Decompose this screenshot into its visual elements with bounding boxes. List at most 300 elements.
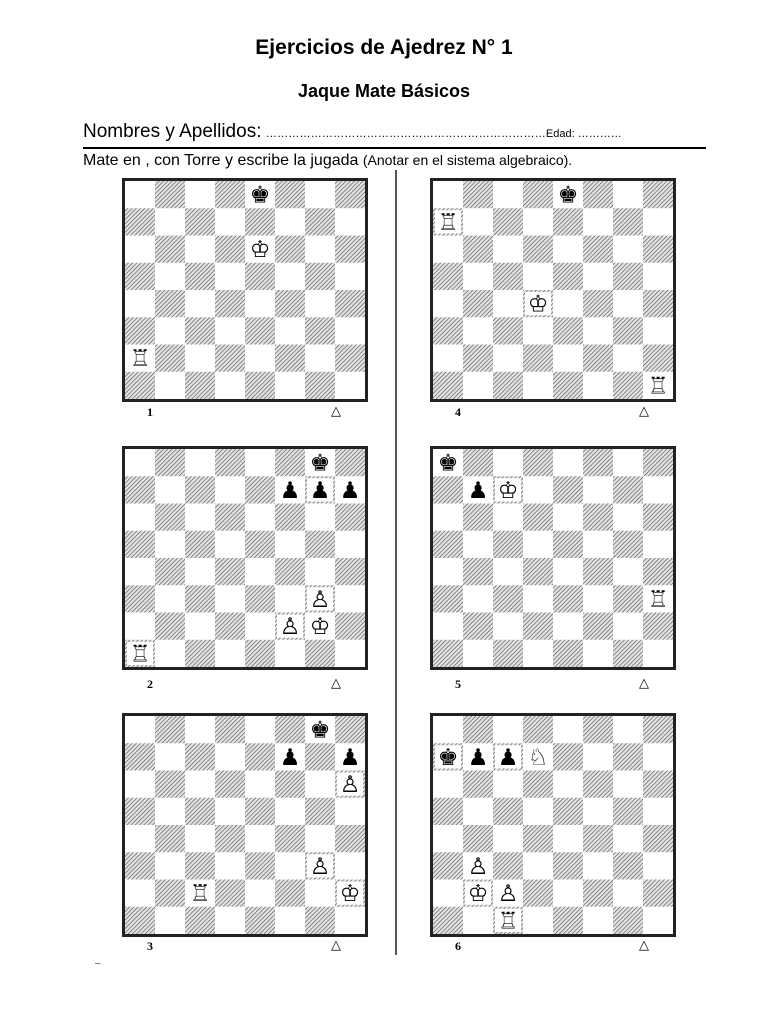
light-square <box>335 907 365 934</box>
dark-square <box>185 852 216 880</box>
light-square <box>583 208 614 236</box>
light-square <box>553 558 584 586</box>
black-king-icon: ♚ <box>557 182 579 209</box>
light-square <box>215 798 246 826</box>
light-square <box>523 208 554 236</box>
dark-square <box>463 345 494 373</box>
light-square <box>245 290 276 318</box>
dark-square <box>523 449 554 477</box>
light-square <box>215 907 246 934</box>
dark-square <box>493 640 524 667</box>
light-square <box>245 504 276 532</box>
light-square <box>463 208 494 236</box>
dark-square <box>433 317 464 345</box>
light-square <box>433 236 464 264</box>
white-rook-icon: ♖ <box>647 586 669 613</box>
light-square <box>553 449 584 477</box>
dark-square <box>583 716 614 744</box>
light-square <box>185 716 216 744</box>
dark-square <box>643 290 673 318</box>
dark-square <box>553 585 584 613</box>
dark-square <box>553 531 584 559</box>
black-pawn-icon: ♟ <box>339 744 361 771</box>
dark-square <box>275 558 306 586</box>
light-square <box>493 236 524 264</box>
white-pawn-icon: ♙ <box>497 881 519 908</box>
light-square <box>433 825 464 853</box>
light-square <box>125 716 156 744</box>
light-square <box>245 558 276 586</box>
dark-square <box>215 880 246 908</box>
dark-square <box>275 449 306 477</box>
dark-square <box>463 290 494 318</box>
black-pawn-icon: ♟ <box>497 744 519 771</box>
black-pawn-icon: ♟ <box>309 477 331 504</box>
dark-square <box>275 181 306 209</box>
dark-square <box>275 345 306 373</box>
light-square <box>125 504 156 532</box>
dark-square <box>583 613 614 641</box>
triangle-icon: △ <box>331 676 341 691</box>
diagram-number: 2 <box>147 677 153 691</box>
light-square <box>335 317 365 345</box>
light-square <box>433 880 464 908</box>
diagram-number: 4 <box>455 405 461 419</box>
white-pawn-icon: ♙ <box>309 586 331 613</box>
light-square <box>185 290 216 318</box>
light-square <box>305 825 336 853</box>
dark-square <box>245 798 276 826</box>
light-square <box>305 880 336 908</box>
light-square <box>215 476 246 504</box>
light-square <box>185 504 216 532</box>
dark-square <box>215 504 246 532</box>
light-square <box>305 236 336 264</box>
chess-board-1 <box>122 178 368 402</box>
light-square <box>275 208 306 236</box>
dark-square <box>155 613 186 641</box>
dark-square <box>185 531 216 559</box>
dark-square <box>185 585 216 613</box>
light-square <box>523 372 554 399</box>
black-pawn-icon: ♟ <box>279 477 301 504</box>
light-square <box>125 181 156 209</box>
light-square <box>613 716 644 744</box>
dark-square <box>305 372 336 399</box>
dark-square <box>493 852 524 880</box>
white-knight-icon: ♘ <box>527 744 549 771</box>
dark-square <box>433 798 464 826</box>
light-square <box>493 771 524 799</box>
dark-square <box>493 317 524 345</box>
white-king-icon: ♔ <box>249 237 271 264</box>
light-square <box>155 585 186 613</box>
light-square <box>245 345 276 373</box>
light-square <box>643 476 673 504</box>
dark-square <box>305 743 336 771</box>
dark-square <box>613 907 644 934</box>
dark-square <box>613 372 644 399</box>
light-square <box>613 880 644 908</box>
light-square <box>493 716 524 744</box>
dark-square <box>553 263 584 291</box>
dark-square <box>643 449 673 477</box>
light-square <box>493 504 524 532</box>
name-field[interactable]: ………………………………………………………………… <box>265 128 546 140</box>
dark-square <box>305 907 336 934</box>
light-square <box>305 558 336 586</box>
dark-square <box>185 208 216 236</box>
dark-square <box>305 640 336 667</box>
light-square <box>553 716 584 744</box>
white-rook-icon: ♖ <box>189 881 211 908</box>
light-square <box>583 743 614 771</box>
dark-square <box>125 743 156 771</box>
dark-square <box>125 476 156 504</box>
page-subtitle: Jaque Mate Básicos <box>297 81 471 101</box>
light-square <box>125 558 156 586</box>
light-square <box>643 852 673 880</box>
board-diagram-2 <box>125 449 365 667</box>
black-king-icon: ♚ <box>437 450 459 477</box>
light-square <box>583 476 614 504</box>
dark-square <box>613 798 644 826</box>
dark-square <box>433 476 464 504</box>
light-square <box>433 345 464 373</box>
dark-square <box>125 852 156 880</box>
white-pawn-icon: ♙ <box>279 614 301 641</box>
dark-square <box>613 317 644 345</box>
light-square <box>155 852 186 880</box>
light-square <box>553 236 584 264</box>
light-square <box>613 236 644 264</box>
dark-square <box>643 880 673 908</box>
light-square <box>613 613 644 641</box>
light-square <box>553 345 584 373</box>
dark-square <box>275 771 306 799</box>
dark-square <box>523 236 554 264</box>
light-square <box>185 558 216 586</box>
dark-square <box>155 771 186 799</box>
light-square <box>155 907 186 934</box>
light-square <box>583 852 614 880</box>
white-rook-icon: ♖ <box>129 346 151 373</box>
light-square <box>305 290 336 318</box>
light-square <box>493 181 524 209</box>
dark-square <box>463 825 494 853</box>
white-rook-icon: ♖ <box>647 373 669 399</box>
dark-square <box>125 798 156 826</box>
dark-square <box>125 531 156 559</box>
dark-square <box>433 852 464 880</box>
light-square <box>493 345 524 373</box>
light-square <box>523 476 554 504</box>
light-square <box>463 263 494 291</box>
name-row[interactable] <box>83 121 706 149</box>
dark-square <box>245 531 276 559</box>
light-square <box>335 640 365 667</box>
dark-square <box>523 558 554 586</box>
dark-square <box>643 345 673 373</box>
light-square <box>553 771 584 799</box>
triangle-icon: △ <box>331 404 341 419</box>
dark-square <box>215 345 246 373</box>
dark-square <box>523 880 554 908</box>
light-square <box>215 743 246 771</box>
white-king-icon: ♔ <box>309 614 331 641</box>
chess-board-2 <box>122 446 368 670</box>
light-square <box>463 640 494 667</box>
light-square <box>643 263 673 291</box>
white-king-icon: ♔ <box>497 477 519 504</box>
dark-square <box>215 771 246 799</box>
light-square <box>433 290 464 318</box>
dark-square <box>433 907 464 934</box>
light-square <box>433 613 464 641</box>
light-square <box>583 585 614 613</box>
dark-square <box>463 449 494 477</box>
light-square <box>125 236 156 264</box>
dark-square <box>643 181 673 209</box>
chess-board-3 <box>122 713 368 937</box>
dark-square <box>335 236 365 264</box>
light-square <box>463 372 494 399</box>
light-square <box>583 317 614 345</box>
dark-square <box>155 236 186 264</box>
light-square <box>523 907 554 934</box>
dark-square <box>245 208 276 236</box>
light-square <box>245 449 276 477</box>
board-diagram-4 <box>433 181 673 399</box>
light-square <box>463 798 494 826</box>
dark-square <box>245 907 276 934</box>
dark-square <box>613 585 644 613</box>
light-square <box>245 716 276 744</box>
light-square <box>155 798 186 826</box>
dark-square <box>553 798 584 826</box>
dark-square <box>433 531 464 559</box>
light-square <box>305 345 336 373</box>
dark-square <box>583 504 614 532</box>
light-square <box>523 317 554 345</box>
light-square <box>433 771 464 799</box>
light-square <box>613 181 644 209</box>
light-square <box>553 880 584 908</box>
light-square <box>335 263 365 291</box>
age-field[interactable]: Edad: ………… <box>545 128 622 140</box>
light-square <box>553 504 584 532</box>
board-diagram-5 <box>433 449 673 667</box>
dark-square <box>523 771 554 799</box>
diagram-number: 5 <box>455 677 461 691</box>
dark-square <box>553 743 584 771</box>
light-square <box>185 613 216 641</box>
light-square <box>613 449 644 477</box>
light-square <box>215 208 246 236</box>
dark-square <box>185 798 216 826</box>
light-square <box>493 613 524 641</box>
light-square <box>125 880 156 908</box>
dark-square <box>245 317 276 345</box>
dark-square <box>215 236 246 264</box>
light-square <box>275 372 306 399</box>
light-square <box>185 345 216 373</box>
light-square <box>433 504 464 532</box>
dark-square <box>463 716 494 744</box>
dark-square <box>643 558 673 586</box>
dark-square <box>433 372 464 399</box>
dark-square <box>463 236 494 264</box>
light-square <box>583 907 614 934</box>
light-square <box>245 825 276 853</box>
dark-square <box>245 263 276 291</box>
light-square <box>275 852 306 880</box>
white-king-icon: ♔ <box>467 881 489 908</box>
dark-square <box>523 825 554 853</box>
light-square <box>335 852 365 880</box>
dark-square <box>613 743 644 771</box>
dark-square <box>493 263 524 291</box>
dark-square <box>245 852 276 880</box>
white-king-icon: ♔ <box>527 291 549 318</box>
white-pawn-icon: ♙ <box>309 853 331 880</box>
white-king-icon: ♔ <box>339 881 361 908</box>
dark-square <box>245 585 276 613</box>
light-square <box>185 181 216 209</box>
light-square <box>245 771 276 799</box>
dark-square <box>185 476 216 504</box>
light-square <box>493 449 524 477</box>
dark-square <box>613 852 644 880</box>
triangle-icon: △ <box>639 404 649 419</box>
light-square <box>125 825 156 853</box>
dark-square <box>613 263 644 291</box>
light-square <box>275 531 306 559</box>
dark-square <box>155 880 186 908</box>
light-square <box>155 372 186 399</box>
dark-square <box>553 476 584 504</box>
dark-square <box>185 640 216 667</box>
light-square <box>643 798 673 826</box>
instruction-text <box>83 152 572 170</box>
dark-square <box>305 208 336 236</box>
dark-square <box>335 613 365 641</box>
chess-board-5 <box>430 446 676 670</box>
dark-square <box>523 181 554 209</box>
light-square <box>155 208 186 236</box>
dark-square <box>185 263 216 291</box>
diagram-number: 1 <box>147 405 153 419</box>
dark-square <box>583 558 614 586</box>
light-square <box>185 236 216 264</box>
light-square <box>433 716 464 744</box>
dark-square <box>185 907 216 934</box>
dark-square <box>125 317 156 345</box>
dark-square <box>215 558 246 586</box>
black-pawn-icon: ♟ <box>279 744 301 771</box>
light-square <box>275 798 306 826</box>
dark-square <box>155 504 186 532</box>
dark-square <box>523 716 554 744</box>
dark-square <box>335 181 365 209</box>
light-square <box>493 825 524 853</box>
dark-square <box>463 504 494 532</box>
dark-square <box>583 345 614 373</box>
triangle-icon: △ <box>639 938 649 953</box>
light-square <box>523 263 554 291</box>
dark-square <box>553 907 584 934</box>
dark-square <box>305 263 336 291</box>
light-square <box>433 181 464 209</box>
dark-square <box>275 504 306 532</box>
white-pawn-icon: ♙ <box>339 772 361 799</box>
light-square <box>523 798 554 826</box>
light-square <box>305 504 336 532</box>
dark-square <box>275 880 306 908</box>
light-square <box>155 640 186 667</box>
dark-square <box>155 558 186 586</box>
dark-square <box>583 181 614 209</box>
light-square <box>245 880 276 908</box>
black-pawn-icon: ♟ <box>467 744 489 771</box>
light-square <box>305 771 336 799</box>
light-square <box>125 613 156 641</box>
footer-mark: – <box>95 958 101 969</box>
dark-square <box>463 771 494 799</box>
light-square <box>335 585 365 613</box>
dark-square <box>643 504 673 532</box>
light-square <box>215 531 246 559</box>
light-square <box>335 208 365 236</box>
dark-square <box>613 476 644 504</box>
dark-square <box>553 372 584 399</box>
dark-square <box>523 345 554 373</box>
light-square <box>185 771 216 799</box>
dark-square <box>335 449 365 477</box>
dark-square <box>275 290 306 318</box>
light-square <box>583 263 614 291</box>
dark-square <box>245 743 276 771</box>
dark-square <box>493 372 524 399</box>
dark-square <box>185 317 216 345</box>
light-square <box>155 263 186 291</box>
dark-square <box>245 640 276 667</box>
dark-square <box>463 558 494 586</box>
light-square <box>493 558 524 586</box>
light-square <box>215 585 246 613</box>
dark-square <box>215 716 246 744</box>
light-square <box>463 585 494 613</box>
board-diagram-1 <box>125 181 365 399</box>
dark-square <box>245 476 276 504</box>
dark-square <box>335 345 365 373</box>
dark-square <box>215 449 246 477</box>
light-square <box>155 743 186 771</box>
light-square <box>643 317 673 345</box>
dark-square <box>433 585 464 613</box>
dark-square <box>643 613 673 641</box>
dark-square <box>305 531 336 559</box>
light-square <box>463 317 494 345</box>
white-pawn-icon: ♙ <box>467 853 489 880</box>
light-square <box>583 372 614 399</box>
dark-square <box>583 825 614 853</box>
dark-square <box>185 743 216 771</box>
dark-square <box>155 716 186 744</box>
light-square <box>155 317 186 345</box>
black-king-icon: ♚ <box>309 717 331 744</box>
light-square <box>613 771 644 799</box>
